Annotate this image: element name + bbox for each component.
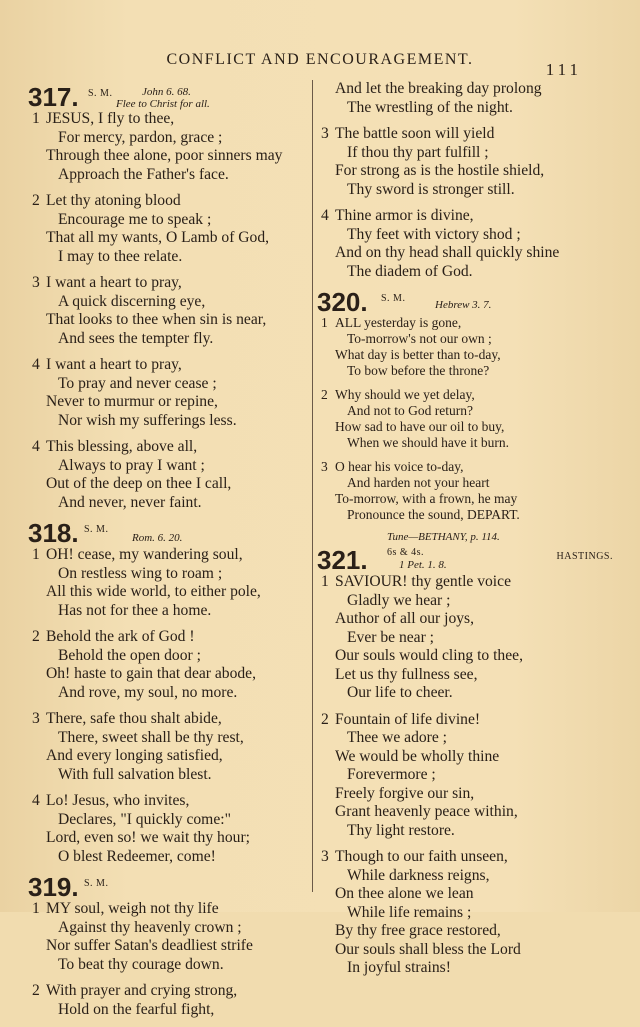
scripture-ref: John 6. 68. xyxy=(142,86,191,98)
hymn-line: Approach the Father's face. xyxy=(58,165,229,183)
hymn-line: I want a heart to pray, xyxy=(46,356,182,373)
hymn-number: 321. xyxy=(317,545,368,575)
hymn-line: A quick discerning eye, xyxy=(58,292,206,310)
hymn-line: And let the breaking day prolong xyxy=(335,80,542,97)
composer-name: HASTINGS. xyxy=(556,551,613,562)
verse-number: 3 xyxy=(321,125,329,142)
hymn-line: To bow before the throne? xyxy=(347,363,490,378)
verse-number: 3 xyxy=(32,274,40,291)
hymn-meter: 6s & 4s. xyxy=(387,547,425,558)
hymn-line: On thee alone we lean xyxy=(335,885,474,902)
hymn-318-header xyxy=(28,520,310,546)
hymn-line: While darkness reigns, xyxy=(347,866,490,884)
tune-label: Tune—BETHANY, p. 114. xyxy=(387,531,500,543)
verse-number: 4 xyxy=(32,356,40,373)
hymn-line: Let us thy fullness see, xyxy=(335,665,478,683)
hymn-meter: S. M. xyxy=(381,293,406,304)
hymn-line xyxy=(28,628,310,647)
hymn-line xyxy=(317,711,617,730)
hymn-line: Oh! haste to gain that dear abode, xyxy=(46,665,257,682)
hymn-meter: S. M. xyxy=(84,878,109,889)
verse-number: 3 xyxy=(321,459,328,474)
hymn-line: With full salvation blest. xyxy=(58,765,212,783)
hymn-line: That all my wants, O Lamb of God, xyxy=(46,229,270,246)
hymn-line: Why should we yet delay, xyxy=(335,387,475,402)
hymn-line: Lo! Jesus, who invites, xyxy=(46,792,190,809)
hymn-line: Though to our faith unseen, xyxy=(335,848,508,865)
verse-number: 3 xyxy=(32,710,40,727)
verse-number: 1 xyxy=(32,110,40,127)
verse-number: 1 xyxy=(321,573,329,590)
hymn-line: This blessing, above all, xyxy=(46,438,198,455)
hymn-line: Against thy heavenly crown ; xyxy=(58,918,242,936)
hymn-line: Thy light restore. xyxy=(347,821,455,839)
verse xyxy=(317,459,617,523)
verse xyxy=(28,710,310,784)
hymn-line: Author of all our joys, xyxy=(335,610,475,627)
hymn-line: Nor suffer Satan's deadliest strife xyxy=(46,937,253,954)
hymn-line xyxy=(28,982,310,1001)
hymn-line: To-morrow, with a frown, he may xyxy=(335,491,518,506)
hymn-line: There, sweet shall be thy rest, xyxy=(58,728,244,746)
verse-number: 1 xyxy=(321,315,328,330)
hymn-line: O blest Redeemer, come! xyxy=(58,847,216,865)
hymn-line: Always to pray I want ; xyxy=(58,456,205,474)
hymn-line: How sad to have our oil to buy, xyxy=(335,419,505,434)
hymn-line: In joyful strains! xyxy=(347,959,451,976)
hymn-line: If thou thy part fulfill ; xyxy=(347,143,489,161)
hymn-line: To beat thy courage down. xyxy=(58,955,224,973)
hymn-line xyxy=(28,356,310,375)
verse-continued xyxy=(317,80,617,117)
hymn-line: O hear his voice to-day, xyxy=(335,459,464,474)
verse xyxy=(28,274,310,348)
verse-number: 2 xyxy=(32,192,40,209)
verse xyxy=(317,207,617,281)
hymn-line: We would be wholly thine xyxy=(335,747,500,765)
hymn-line: Nor wish my sufferings less. xyxy=(58,411,237,429)
scripture-ref: Hebrew 3. 7. xyxy=(435,299,492,311)
hymn-line: And on thy head shall quickly shine xyxy=(335,244,560,261)
hymn-321-header xyxy=(317,547,617,573)
hymn-subtitle: Flee to Christ for all. xyxy=(116,98,210,110)
hymn-line: Pronounce the sound, DEPART. xyxy=(347,507,520,522)
verse xyxy=(28,110,310,184)
hymn-line: Encourage me to speak ; xyxy=(58,210,212,228)
hymn-line xyxy=(317,125,617,144)
hymn-line: Thine armor is divine, xyxy=(335,207,474,224)
hymn-line: There, safe thou shalt abide, xyxy=(46,710,222,727)
hymn-line: JESUS, I fly to thee, xyxy=(46,110,175,127)
hymn-meter: S. M. xyxy=(88,88,113,99)
hymn-line xyxy=(317,848,617,867)
hymn-line: Gladly we hear ; xyxy=(347,591,451,609)
hymn-line: Our life to cheer. xyxy=(347,684,453,701)
hymn-line: Behold the open door ; xyxy=(58,646,201,664)
verse xyxy=(28,982,310,1019)
hymn-line: When we should have it burn. xyxy=(347,435,509,450)
verse-number: 2 xyxy=(321,710,329,728)
hymn-line: And never, never faint. xyxy=(58,493,202,511)
verse xyxy=(28,792,310,866)
hymn-line: Hold on the fearful fight, xyxy=(58,1000,215,1018)
scripture-ref: Rom. 6. 20. xyxy=(132,532,183,544)
verse-number: 2 xyxy=(321,387,328,402)
hymn-line: MY soul, weigh not thy life xyxy=(46,900,219,917)
hymn-line xyxy=(28,792,310,811)
verse xyxy=(317,573,617,703)
hymn-line: I want a heart to pray, xyxy=(46,274,182,291)
hymn-line: Through thee alone, poor sinners may xyxy=(46,147,283,164)
hymn-line: Forevermore ; xyxy=(347,766,436,783)
hymn-line: And every longing satisfied, xyxy=(46,747,223,764)
verse-number: 4 xyxy=(321,207,329,224)
verse-number: 4 xyxy=(32,438,40,455)
hymn-line: What day is better than to-day, xyxy=(335,347,501,362)
hymn-line xyxy=(28,192,310,211)
hymn-line xyxy=(28,274,310,293)
hymn-line xyxy=(28,710,310,729)
hymn-line: The battle soon will yield xyxy=(335,125,495,142)
hymn-number: 319. xyxy=(28,872,79,902)
verse xyxy=(317,848,617,978)
hymn-line: On restless wing to roam ; xyxy=(58,564,223,582)
verse-number: 1 xyxy=(32,546,40,563)
verse xyxy=(28,438,310,512)
hymn-number: 320. xyxy=(317,287,368,317)
verse-number: 2 xyxy=(32,628,40,645)
verse xyxy=(317,315,617,379)
hymn-line: All this wide world, to either pole, xyxy=(46,583,261,600)
verse xyxy=(317,125,617,199)
hymn-line: For strong as is the hostile shield, xyxy=(335,162,545,179)
hymn-line: Let thy atoning blood xyxy=(46,192,181,209)
page-header: CONFLICT AND ENCOURAGEMENT. xyxy=(166,51,474,68)
hymn-line: And rove, my soul, no more. xyxy=(58,683,238,701)
hymn-line xyxy=(317,387,617,403)
hymn-line: Freely forgive our sin, xyxy=(335,784,475,802)
page-number: 111 xyxy=(545,60,582,79)
verse xyxy=(28,356,310,430)
hymn-line: Lord, even so! we wait thy hour; xyxy=(46,829,250,846)
hymn-line: Grant heavenly peace within, xyxy=(335,803,518,820)
hymn-line: To-morrow's not our own ; xyxy=(347,331,492,346)
verse-number: 2 xyxy=(32,982,40,999)
hymn-line: That looks to thee when sin is near, xyxy=(46,311,267,328)
hymn-line: Ever be near ; xyxy=(347,628,435,646)
right-column xyxy=(312,80,617,976)
hymn-line: The diadem of God. xyxy=(347,262,473,280)
hymn-320-header xyxy=(317,289,617,315)
hymn-line: SAVIOUR! thy gentle voice xyxy=(335,573,511,590)
hymn-line: OH! cease, my wandering soul, xyxy=(46,546,243,563)
verse-number: 4 xyxy=(32,792,40,809)
hymn-line: The wrestling of the night. xyxy=(347,98,513,116)
hymn-line: While life remains ; xyxy=(347,903,472,921)
hymn-line: By thy free grace restored, xyxy=(335,922,501,939)
hymn-line: Never to murmur or repine, xyxy=(46,393,218,410)
hymn-line xyxy=(317,459,617,475)
scripture-ref: 1 Pet. 1. 8. xyxy=(399,559,447,571)
hymn-line: Thee we adore ; xyxy=(347,729,448,746)
verse xyxy=(28,628,310,702)
hymn-line: ALL yesterday is gone, xyxy=(335,315,462,330)
left-column xyxy=(28,80,310,1027)
hymn-line: Our souls would cling to thee, xyxy=(335,647,523,664)
verse xyxy=(28,900,310,974)
hymn-line: And not to God return? xyxy=(347,403,473,418)
hymn-line: And sees the tempter fly. xyxy=(58,329,214,347)
hymn-line: Thy feet with victory shod ; xyxy=(347,225,521,243)
hymn-line: Fountain of life divine! xyxy=(335,710,481,728)
hymn-number: 317. xyxy=(28,82,79,112)
hymn-line: And harden not your heart xyxy=(347,475,490,490)
hymn-line: Has not for thee a home. xyxy=(58,601,212,619)
hymn-line: Behold the ark of God ! xyxy=(46,628,195,645)
hymn-line: Out of the deep on thee I call, xyxy=(46,475,232,492)
hymn-line xyxy=(28,438,310,457)
hymn-line: For mercy, pardon, grace ; xyxy=(58,128,223,146)
hymn-line: Thy sword is stronger still. xyxy=(347,180,515,198)
verse xyxy=(28,546,310,620)
verse-number: 3 xyxy=(321,848,329,865)
hymn-317-header xyxy=(28,84,310,110)
hymn-line: Our souls shall bless the Lord xyxy=(335,940,521,958)
hymn-number: 318. xyxy=(28,518,79,548)
hymn-319-header xyxy=(28,874,310,900)
verse xyxy=(28,192,310,266)
hymn-line: Declares, "I quickly come:" xyxy=(58,810,231,828)
hymn-line xyxy=(317,207,617,226)
hymn-meter: S. M. xyxy=(84,524,109,535)
verse-number: 1 xyxy=(32,900,40,917)
hymn-line: With prayer and crying strong, xyxy=(46,982,238,999)
verse xyxy=(317,387,617,451)
hymn-line: I may to thee relate. xyxy=(58,247,183,265)
verse xyxy=(317,711,617,841)
hymn-line: To pray and never cease ; xyxy=(58,374,217,392)
